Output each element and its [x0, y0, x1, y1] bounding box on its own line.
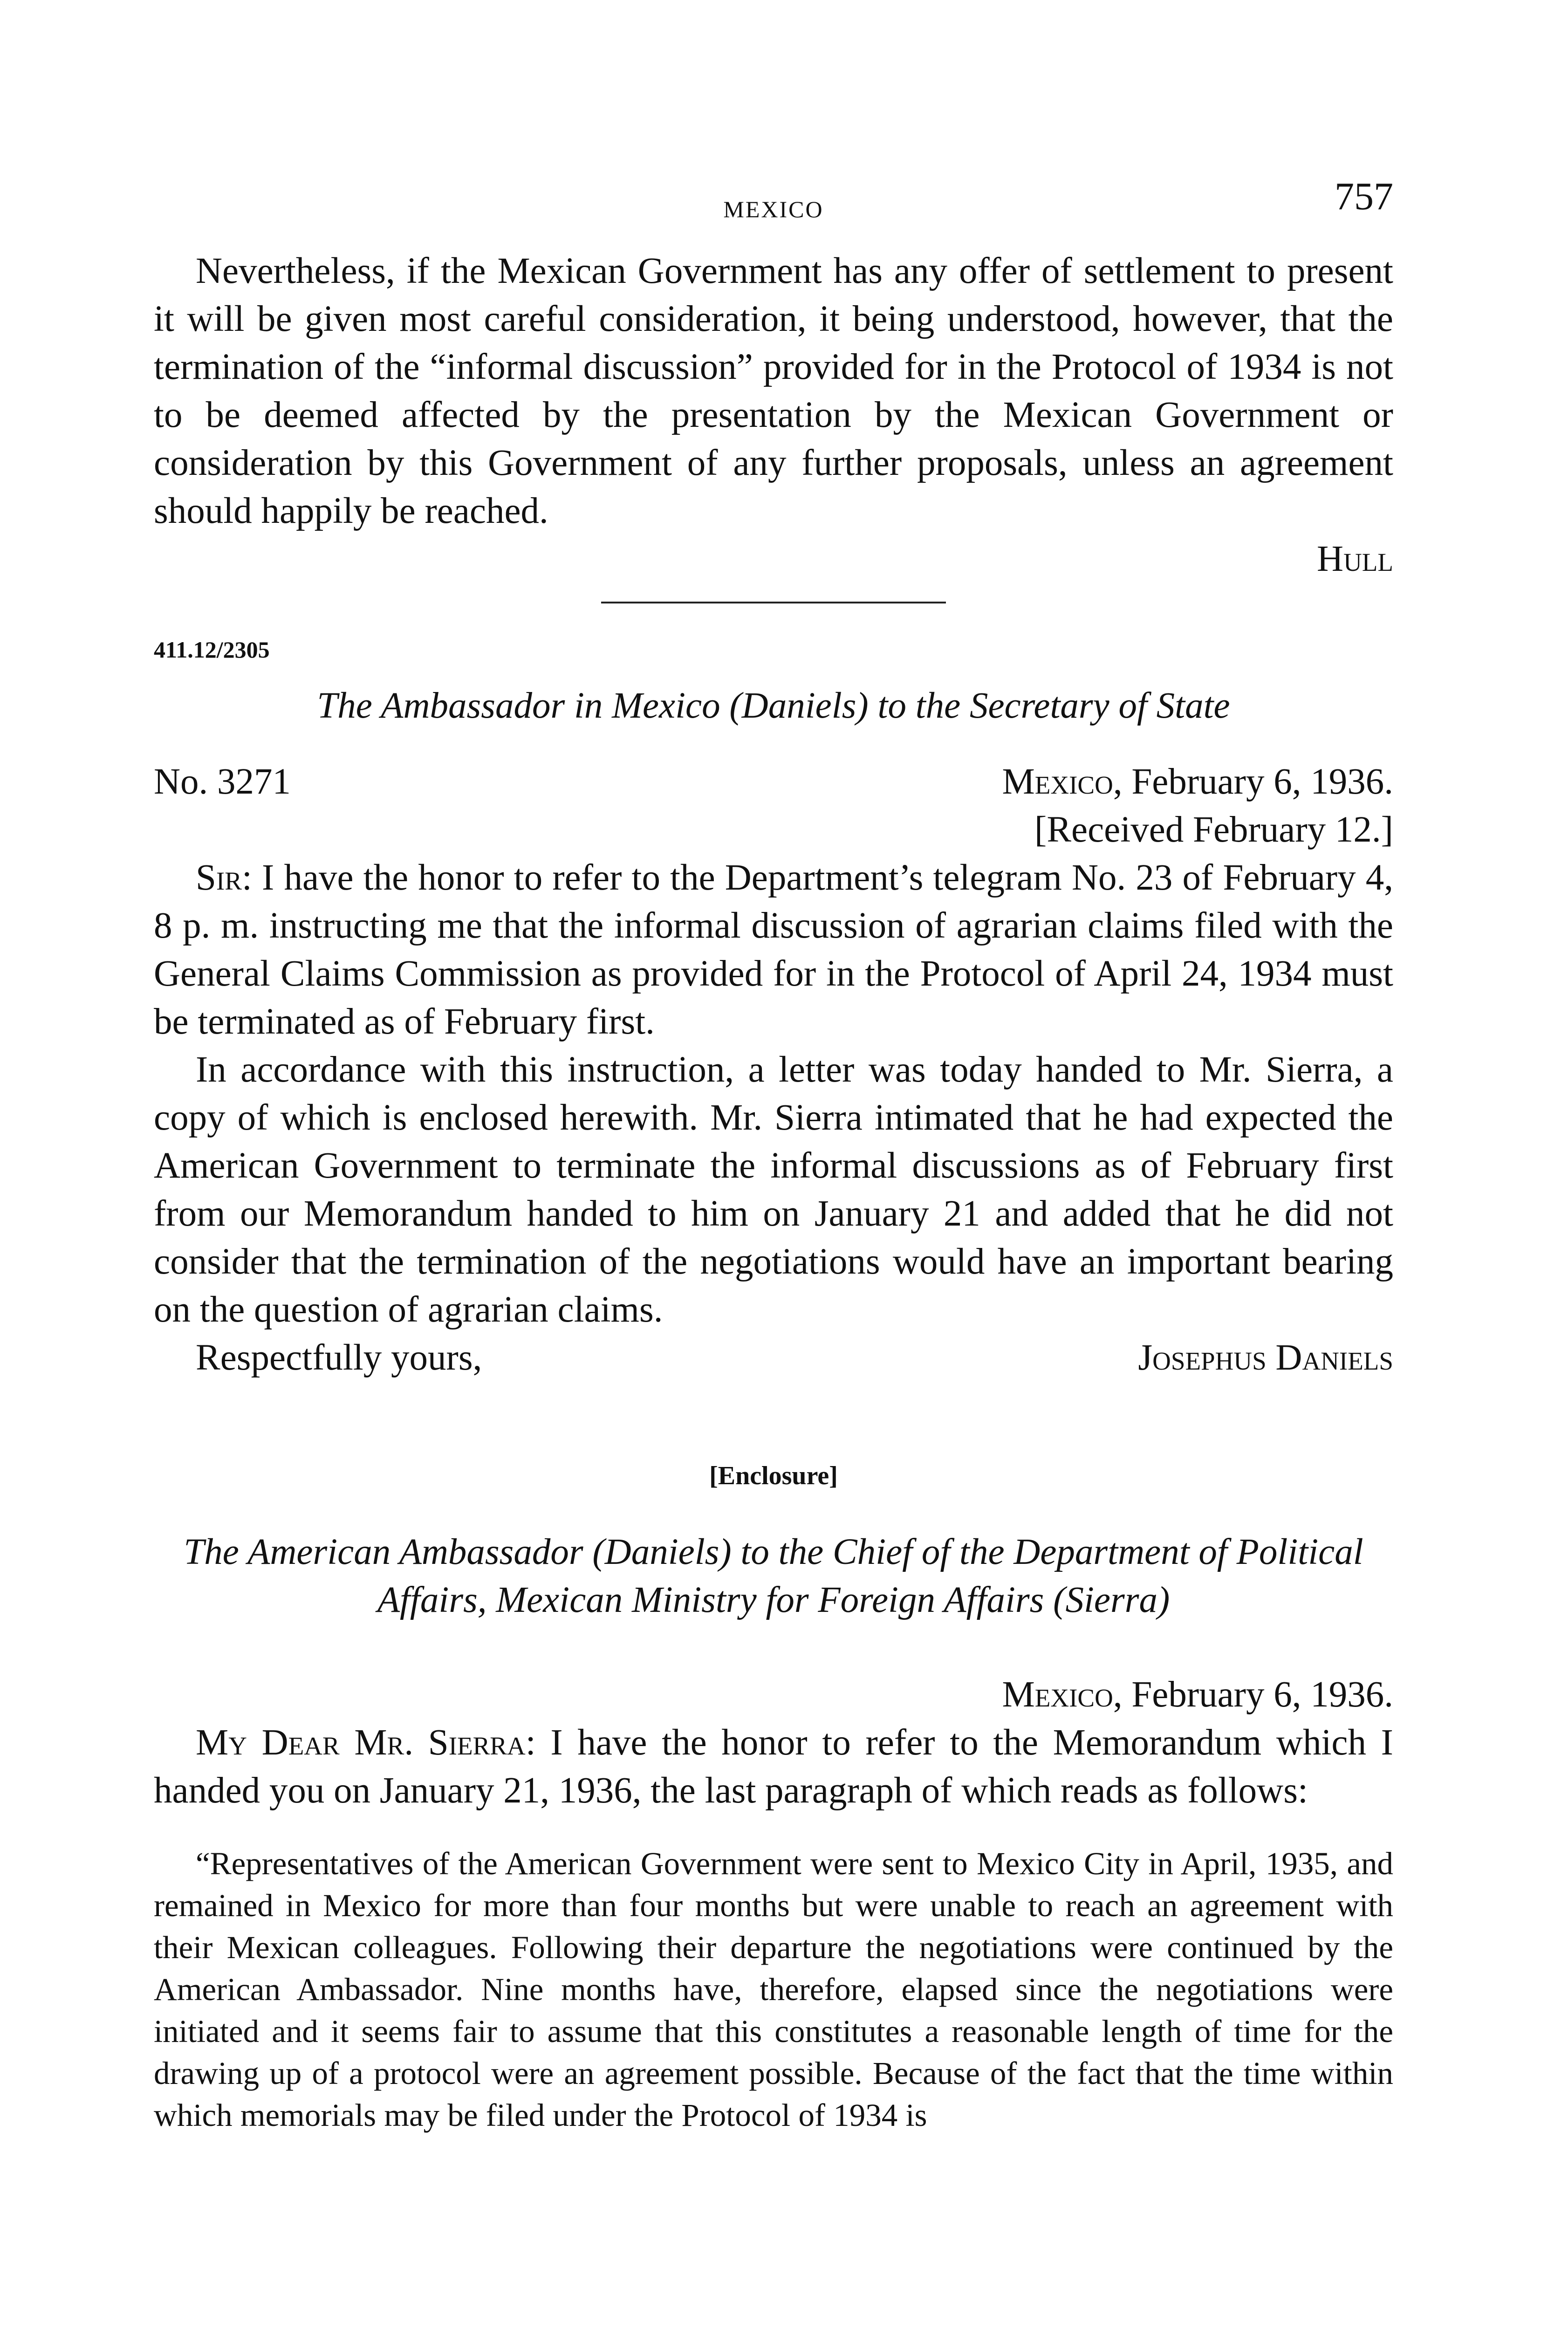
- enclosure-dateline: [154, 1671, 1393, 1719]
- dateline-place: Mexico: [1002, 761, 1113, 802]
- running-head: MEXICO: [723, 196, 824, 222]
- signature-hull: Hull: [1317, 539, 1393, 579]
- quoted-memorandum: “Representatives of the American Government were sent to Mexico City in April, 1935, and remained in Mexico for more than four months but were unable to reach an agreement with their Mexican colleagues. Following their departure the negotiations were continued by the American Ambassador. Nine months have, therefore, elapsed since the negotiations were initiated and it seems fair to assume that this constitutes a reasonable length of time for the drawing up of a protocol were an agreement possible. Because of the fact that the time within which memorials may be filed under the Protocol of 1934 is: [154, 1846, 1393, 2133]
- enclosure-paragraph-1: [154, 1719, 1393, 1815]
- page-number: 757: [1335, 175, 1393, 218]
- page-header: [154, 177, 1393, 247]
- page: [154, 177, 1393, 2136]
- letter-paragraph-2: In accordance with this instruction, a letter was today handed to Mr. Sierra, a copy of which is enclosed herewith. Mr. Sierra intimated that he had expected the American Government to terminate the informal discussions as of February first from our Memorandum handed to him on January 21 and added that he did not consider that the termination of the negotiations would have an important bearing on the question of agrarian claims.: [154, 1049, 1393, 1330]
- enclosure-label: [Enclosure]: [709, 1461, 838, 1490]
- dateline-date: , February 6, 1936.: [1113, 761, 1393, 802]
- closing-row: [154, 1334, 1393, 1382]
- complimentary-close: Respectfully yours,: [196, 1337, 482, 1378]
- enclosure-dateline-date: , February 6, 1936.: [1113, 1674, 1393, 1715]
- received-date: [Received February 12.]: [1034, 809, 1393, 850]
- enclosure-title: The American Ambassador (Daniels) to the Chief of the Department of Political Affairs, Mexican Ministry for Foreign Affairs (Sierra): [184, 1532, 1363, 1620]
- section-divider: [601, 602, 946, 603]
- enclosure-paragraph-1-text: : I have the honor to refer to the Memorandum which I handed you on January 21, 1936, the last paragraph of which reads as follows:: [154, 1722, 1393, 1811]
- dateline: [1002, 758, 1393, 806]
- enclosure-salutation: My Dear Mr. Sierra: [196, 1722, 526, 1763]
- document-metadata: [154, 758, 1393, 854]
- document-title: The Ambassador in Mexico (Daniels) to the Secretary of State: [317, 685, 1230, 726]
- letter-paragraph-1-text: : I have the honor to refer to the Department’s telegram No. 23 of February 4, 8 p. m. instructing me that the informal discussion of agrarian claims filed with the General Claims Commission as provided for in the Protocol of April 24, 1934 must be terminated as of February first.: [154, 857, 1393, 1042]
- signature-daniels: Josephus Daniels: [1138, 1337, 1393, 1378]
- salutation: Sir: [196, 857, 242, 898]
- letter-paragraph-1: [154, 854, 1393, 1046]
- enclosure-dateline-place: Mexico: [1002, 1674, 1113, 1715]
- continuation-paragraph: Nevertheless, if the Mexican Government has any offer of settlement to present it will be given most careful consideration, it being understood, however, that the termination of the “informal discussion” provided for in the Protocol of 1934 is not to be deemed affected by the presentation by the Mexican Government or consideration by this Government of any further proposals, unless an agreement should happily be reached.: [154, 251, 1393, 531]
- dispatch-number: No. 3271: [154, 761, 291, 802]
- file-number: 411.12/2305: [154, 637, 270, 663]
